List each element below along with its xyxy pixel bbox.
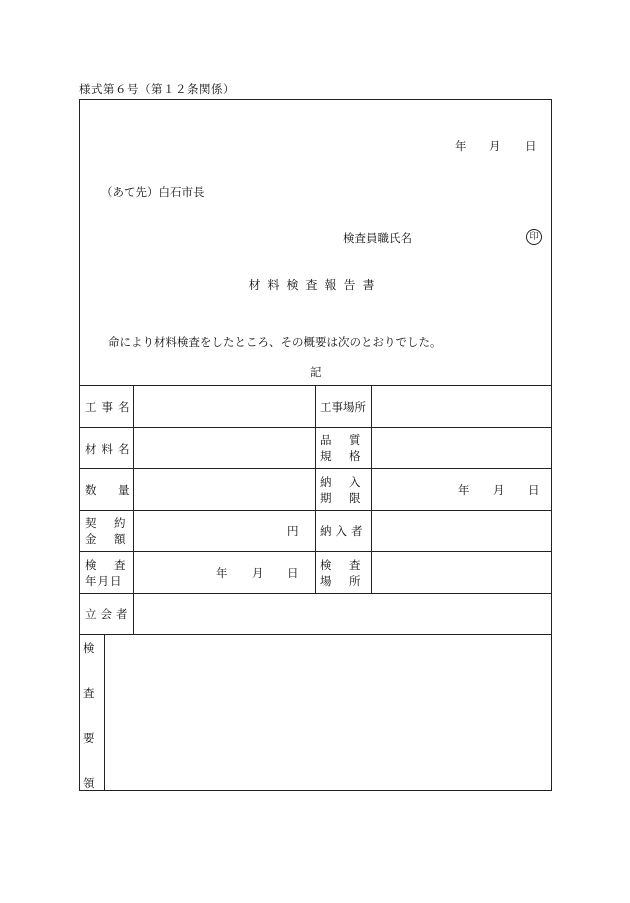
label-quality-1: 品 質 <box>320 433 364 447</box>
insp-month: 月 <box>252 566 264 580</box>
table-rule <box>79 634 552 635</box>
date-year: 年 <box>455 139 467 153</box>
inspector-label: 検査員職氏名 <box>343 231 412 245</box>
label-delivery-2: 期 限 <box>320 491 364 505</box>
label-insp-date-1: 検 査 <box>85 558 129 572</box>
points-col-rule <box>104 634 105 791</box>
label-contract-1: 契 約 <box>85 516 129 530</box>
delivery-month: 月 <box>493 483 505 497</box>
date-day: 日 <box>525 139 537 153</box>
seal-mark: 印 <box>526 229 542 245</box>
table-rule <box>79 593 552 594</box>
points-char-1: 検 <box>83 641 95 655</box>
table-col-rule <box>133 385 134 634</box>
form-number: 様式第６号（第１２条関係） <box>79 82 235 96</box>
insp-day: 日 <box>287 566 299 580</box>
label-contract-2: 金 額 <box>85 532 129 546</box>
points-char-2: 査 <box>83 686 95 700</box>
delivery-year: 年 <box>458 483 470 497</box>
body-text: 命により材料検査をしたところ、その概要は次のとおりでした。 <box>108 335 442 349</box>
table-col-rule <box>371 385 372 593</box>
addressee: （あて先）白石市長 <box>101 185 205 199</box>
label-project-name: 工事名 <box>85 400 135 414</box>
label-delivery-1: 納 入 <box>320 475 364 489</box>
insp-year: 年 <box>216 566 228 580</box>
points-char-3: 要 <box>83 731 95 745</box>
label-witness: 立会者 <box>85 607 132 621</box>
yen-unit: 円 <box>287 524 299 538</box>
label-quality-2: 規 格 <box>320 449 364 463</box>
label-insp-date-2: 年月日 <box>85 574 123 588</box>
label-insp-place-1: 検 査 <box>320 558 364 572</box>
ki-label: 記 <box>310 365 322 379</box>
label-project-site: 工事場所 <box>320 400 366 414</box>
date-month: 月 <box>489 139 501 153</box>
label-supplier: 納入者 <box>320 524 367 538</box>
label-material-name: 材料名 <box>85 442 135 456</box>
label-quantity: 数 量 <box>85 483 135 497</box>
points-char-4: 領 <box>83 776 95 790</box>
delivery-day: 日 <box>528 483 540 497</box>
document-title: 材料検査報告書 <box>248 278 382 292</box>
label-insp-place-2: 場 所 <box>320 574 364 588</box>
table-col-rule <box>315 385 316 593</box>
